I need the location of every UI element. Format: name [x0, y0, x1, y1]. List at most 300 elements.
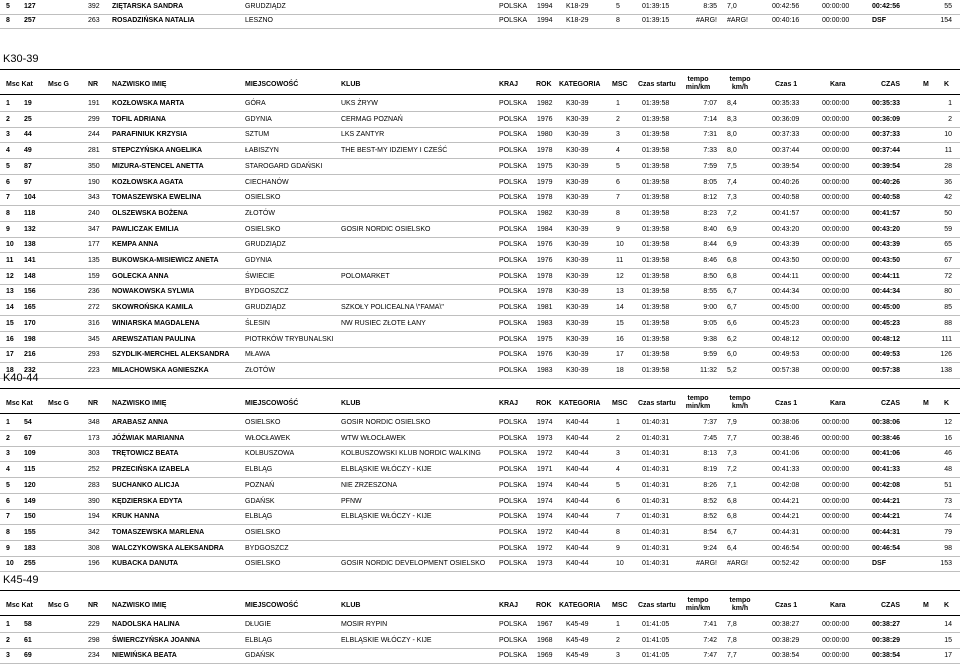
penalty: 00:00:00 — [822, 319, 850, 327]
bib-number: 234 — [88, 652, 100, 660]
header-k: K — [944, 81, 950, 88]
speed: 5,2 — [727, 366, 737, 374]
msc: 11 — [616, 257, 624, 264]
country: POLSKA — [499, 419, 528, 426]
msc-kat: 14 — [6, 304, 14, 312]
penalty: 00:00:00 — [822, 335, 850, 343]
name: TOMASZEWSKA MARLENA — [112, 528, 205, 536]
header-msc_kat: Msc Kat — [6, 81, 33, 88]
penalty: 00:00:00 — [822, 209, 850, 217]
category: K30-39 — [566, 351, 589, 359]
total-time: 00:45:00 — [872, 304, 901, 312]
city: ŁABISZYN — [245, 147, 279, 155]
time1: 00:36:09 — [772, 115, 800, 123]
msc: 2 — [616, 434, 620, 442]
speed: 7,1 — [727, 481, 737, 489]
city: LESZNO — [245, 17, 274, 24]
penalty: 00:00:00 — [822, 481, 850, 489]
year: 1979 — [537, 178, 553, 186]
country: POLSKA — [499, 272, 528, 280]
place-k: 72 — [944, 272, 952, 280]
header-pace-top: tempo — [687, 597, 709, 604]
total-time: 00:44:11 — [872, 272, 900, 280]
country: POLSKA — [499, 3, 528, 10]
msc-g: 155 — [24, 528, 36, 536]
bib-number: 348 — [88, 419, 100, 426]
msc-g: 49 — [24, 147, 32, 155]
table-row — [0, 557, 960, 571]
total-time: 00:43:39 — [872, 241, 901, 249]
msc-g: 69 — [24, 652, 32, 660]
time1: 00:48:12 — [772, 335, 800, 343]
penalty: 00:00:00 — [822, 115, 850, 123]
category: K18-29 — [566, 3, 589, 10]
time1: 00:44:11 — [772, 272, 799, 280]
year: 1984 — [537, 225, 553, 233]
start-time: 01:40:31 — [642, 481, 670, 489]
speed: 6,8 — [727, 257, 737, 264]
header-rule — [0, 413, 960, 414]
place-k: 15 — [944, 636, 952, 644]
year: 1968 — [537, 636, 553, 644]
country: POLSKA — [499, 147, 528, 155]
category: K30-39 — [566, 335, 589, 343]
row-separator — [0, 28, 960, 29]
category: K40-44 — [566, 544, 589, 552]
country: POLSKA — [499, 100, 528, 107]
category: K45-49 — [566, 636, 589, 644]
start-time: 01:39:58 — [642, 162, 670, 170]
header-name: NAZWISKO IMIĘ — [112, 400, 167, 407]
country: POLSKA — [499, 652, 528, 660]
bib-number: 194 — [88, 513, 100, 521]
msc-kat: 18 — [6, 366, 14, 374]
total-time: 00:41:33 — [872, 466, 901, 474]
total-time: 00:46:54 — [872, 544, 901, 552]
category: K30-39 — [566, 162, 589, 170]
total-time: 00:40:58 — [872, 194, 901, 202]
place-k: 12 — [944, 419, 952, 426]
section-title: K40-44 — [3, 372, 39, 384]
table-row — [0, 285, 960, 299]
speed: 6,4 — [727, 544, 737, 552]
pace: 7:31 — [703, 131, 717, 139]
country: POLSKA — [499, 513, 528, 521]
start-time: 01:40:31 — [642, 528, 670, 536]
year: 1983 — [537, 319, 553, 327]
table-row — [0, 160, 960, 174]
name: ARABASZ ANNA — [112, 419, 169, 426]
time1: 00:38:54 — [772, 652, 800, 660]
total-time: 00:39:54 — [872, 162, 901, 170]
category: K30-39 — [566, 366, 589, 374]
category: K30-39 — [566, 304, 589, 312]
year: 1975 — [537, 335, 553, 343]
table-row — [0, 97, 960, 111]
place-k: 111 — [941, 335, 952, 343]
speed: 7,3 — [727, 194, 737, 202]
time1: 00:38:06 — [772, 419, 800, 426]
msc-g: 183 — [24, 544, 36, 552]
name: NADOLSKA HALINA — [112, 621, 180, 628]
header-k: K — [944, 602, 950, 609]
category: K40-44 — [566, 481, 589, 489]
penalty: 00:00:00 — [822, 366, 850, 374]
category: K30-39 — [566, 225, 589, 233]
header-speed-top: tempo — [729, 395, 751, 402]
start-time: 01:40:31 — [642, 560, 670, 568]
header-time1: Czas 1 — [775, 81, 798, 88]
place-k: 2 — [948, 115, 952, 123]
section-rule — [0, 388, 960, 389]
city: ZŁOTÓW — [245, 366, 275, 374]
msc-kat: 10 — [6, 560, 14, 568]
speed: 6,8 — [727, 497, 737, 505]
header-time1: Czas 1 — [775, 602, 798, 609]
place-k: 153 — [940, 560, 952, 568]
msc: 13 — [616, 288, 624, 296]
country: POLSKA — [499, 450, 528, 458]
country: POLSKA — [499, 497, 528, 505]
category: K40-44 — [566, 419, 589, 426]
pace: 8:54 — [703, 528, 717, 536]
city: OSIELSKO — [245, 194, 281, 202]
name: KEMPA ANNA — [112, 241, 159, 249]
header-rule — [0, 94, 960, 95]
city: GRUDZIĄDZ — [245, 241, 286, 249]
year: 1967 — [537, 621, 553, 628]
msc-g: 97 — [24, 178, 32, 186]
city: BYDGOSZCZ — [245, 288, 289, 296]
penalty: 00:00:00 — [822, 304, 850, 312]
msc-g: 87 — [24, 162, 32, 170]
header-msc: MSC — [612, 400, 628, 407]
pace: 8:26 — [703, 481, 717, 489]
bib-number: 308 — [88, 544, 100, 552]
total-time: 00:37:33 — [872, 131, 901, 139]
start-time: 01:39:58 — [642, 131, 670, 139]
pace: 8:52 — [703, 513, 717, 521]
penalty: 00:00:00 — [822, 434, 850, 442]
country: POLSKA — [499, 241, 528, 249]
category: K40-44 — [566, 513, 589, 521]
total-time: 00:36:09 — [872, 115, 901, 123]
start-time: 01:39:58 — [642, 351, 670, 359]
bib-number: 283 — [88, 481, 100, 489]
msc-kat: 5 — [6, 3, 10, 10]
bib-number: 350 — [88, 162, 100, 170]
bib-number: 252 — [88, 466, 100, 474]
bib-number: 263 — [88, 17, 100, 24]
year: 1981 — [537, 304, 553, 312]
start-time: 01:39:58 — [642, 304, 670, 312]
table-header — [0, 394, 960, 412]
year: 1974 — [537, 513, 553, 521]
city: ELBLĄG — [245, 466, 273, 474]
pace: 9:05 — [703, 319, 717, 327]
name: NIEWIŃSKA BEATA — [112, 652, 177, 660]
time1: 00:57:38 — [772, 366, 800, 374]
header-year: ROK — [536, 81, 552, 88]
header-penalty: Kara — [830, 81, 846, 88]
start-time: 01:39:58 — [642, 241, 670, 249]
time1: 00:42:08 — [772, 481, 800, 489]
name: PAWLICZAK EMILIA — [112, 225, 179, 233]
header-name: NAZWISKO IMIĘ — [112, 602, 167, 609]
category: K30-39 — [566, 288, 589, 296]
place-k: 59 — [944, 225, 952, 233]
year: 1978 — [537, 288, 553, 296]
place-k: 1 — [948, 100, 952, 107]
pace: 9:59 — [703, 351, 717, 359]
time1: 00:38:46 — [772, 434, 800, 442]
time1: 00:45:00 — [772, 304, 800, 312]
table-row — [0, 238, 960, 252]
msc: 4 — [616, 147, 620, 155]
header-city: MIEJSCOWOŚĆ — [245, 602, 299, 609]
total-time: 00:42:08 — [872, 481, 901, 489]
msc-kat: 2 — [6, 434, 10, 442]
msc: 4 — [616, 466, 620, 474]
bib-number: 236 — [88, 288, 100, 296]
city: GRUDZIĄDZ — [245, 3, 286, 10]
city: BYDGOSZCZ — [245, 544, 289, 552]
country: POLSKA — [499, 178, 528, 186]
category: K30-39 — [566, 241, 589, 249]
name: ROSADZIŃSKA NATALIA — [112, 17, 195, 24]
place-k: 85 — [944, 304, 952, 312]
year: 1982 — [537, 100, 553, 107]
country: POLSKA — [499, 560, 528, 568]
start-time: 01:40:31 — [642, 450, 670, 458]
place-k: 11 — [944, 147, 952, 155]
header-msc: MSC — [612, 602, 628, 609]
name: TRĘTOWICZ BEATA — [112, 450, 179, 458]
name: TOMASZEWSKA EWELINA — [112, 194, 202, 202]
name: KRUK HANNA — [112, 513, 160, 521]
club: SZKOŁY POLICEALNA \"FAMA\" — [341, 304, 444, 312]
bib-number: 390 — [88, 497, 100, 505]
start-time: 01:39:58 — [642, 225, 670, 233]
year: 1971 — [537, 466, 553, 474]
table-row — [0, 14, 960, 28]
club: THE BEST-MY IDZIEMY I CZEŚĆ — [341, 147, 448, 155]
year: 1994 — [537, 3, 553, 10]
penalty: 00:00:00 — [822, 288, 850, 296]
pace: 8:23 — [703, 209, 717, 217]
table-header — [0, 596, 960, 614]
bib-number: 191 — [88, 100, 100, 107]
table-row — [0, 333, 960, 347]
year: 1976 — [537, 115, 553, 123]
start-time: 01:41:05 — [642, 636, 670, 644]
pace: 8:46 — [703, 257, 717, 264]
club: GOSIR NORDIC OSIELSKO — [341, 225, 431, 233]
total-time: 00:35:33 — [872, 100, 901, 107]
header-city: MIEJSCOWOŚĆ — [245, 81, 299, 88]
city: GDAŃSK — [245, 497, 275, 505]
header-penalty: Kara — [830, 400, 846, 407]
pace: 8:13 — [703, 450, 717, 458]
pace: 8:44 — [703, 241, 717, 249]
row-separator — [0, 571, 960, 572]
country: POLSKA — [499, 434, 528, 442]
year: 1978 — [537, 194, 553, 202]
bib-number: 190 — [88, 178, 100, 186]
msc: 2 — [616, 636, 620, 644]
city: GDYNIA — [245, 257, 272, 264]
penalty: 00:00:00 — [822, 147, 850, 155]
header-speed — [726, 76, 754, 92]
msc-kat: 1 — [6, 621, 10, 628]
year: 1976 — [537, 241, 553, 249]
msc: 1 — [616, 100, 620, 107]
club: ELBLĄSKIE WŁÓCZY - KIJE — [341, 513, 432, 521]
header-msc_kat: Msc Kat — [6, 602, 33, 609]
bib-number: 303 — [88, 450, 100, 458]
msc-kat: 12 — [6, 272, 14, 280]
category: K30-39 — [566, 209, 589, 217]
header-pace-top: tempo — [687, 395, 709, 402]
year: 1980 — [537, 131, 553, 139]
time1: 00:40:58 — [772, 194, 800, 202]
table-row — [0, 618, 960, 632]
section-title: K30-39 — [3, 53, 39, 65]
time1: 00:43:50 — [772, 257, 800, 264]
category: K40-44 — [566, 450, 589, 458]
place-k: 65 — [944, 241, 952, 249]
club: KOLBUSZOWSKI KLUB NORDIC WALKING — [341, 450, 481, 458]
name: STEPCZYŃSKA ANGELIKA — [112, 147, 203, 155]
name: ŚWIERCZYŃSKA JOANNA — [112, 636, 201, 644]
msc: 10 — [616, 560, 624, 568]
header-msc_g: Msc G — [48, 81, 70, 88]
time1: 00:43:39 — [772, 241, 800, 249]
total-time: 00:57:38 — [872, 366, 901, 374]
msc-g: 127 — [24, 3, 36, 10]
header-time1: Czas 1 — [775, 400, 798, 407]
msc: 5 — [616, 3, 620, 10]
place-k: 80 — [944, 288, 952, 296]
country: POLSKA — [499, 636, 528, 644]
msc-g: 109 — [24, 450, 36, 458]
time1: 00:46:54 — [772, 544, 800, 552]
start-time: 01:39:58 — [642, 272, 670, 280]
category: K40-44 — [566, 528, 589, 536]
total-time: 00:44:21 — [872, 497, 901, 505]
place-k: 17 — [944, 652, 952, 660]
pace: #ARG! — [695, 17, 717, 24]
city: GÓRA — [245, 100, 266, 107]
name: ZIĘTARSKA SANDRA — [112, 3, 184, 10]
city: GDYNIA — [245, 115, 272, 123]
bib-number: 347 — [88, 225, 100, 233]
header-category: KATEGORIA — [559, 81, 601, 88]
time1: 00:45:23 — [772, 319, 800, 327]
total-time: 00:41:57 — [872, 209, 901, 217]
name: NOWAKOWSKA SYLWIA — [112, 288, 195, 296]
time1: 00:44:21 — [772, 513, 800, 521]
table-row — [0, 223, 960, 237]
header-start: Czas startu — [638, 81, 676, 88]
msc: 8 — [616, 17, 620, 24]
header-start: Czas startu — [638, 602, 676, 609]
bib-number: 298 — [88, 636, 100, 644]
city: ELBLĄG — [245, 636, 273, 644]
pace: 7:07 — [703, 100, 717, 107]
speed: #ARG! — [727, 560, 749, 568]
total-time: 00:45:23 — [872, 319, 901, 327]
header-m: M — [923, 400, 929, 407]
header-speed — [726, 395, 754, 411]
name: PRZECIŃSKA IZABELA — [112, 466, 190, 474]
penalty: 00:00:00 — [822, 652, 850, 660]
penalty: 00:00:00 — [822, 131, 850, 139]
total-time: 00:43:20 — [872, 225, 901, 233]
msc: 1 — [616, 621, 620, 628]
speed: 8,0 — [727, 131, 737, 139]
club: NIE ZRZESZONA — [341, 481, 398, 489]
pace: 8:19 — [703, 466, 717, 474]
start-time: 01:41:05 — [642, 652, 670, 660]
time1: 00:41:57 — [772, 209, 800, 217]
city: WŁOCŁAWEK — [245, 434, 291, 442]
msc: 9 — [616, 544, 620, 552]
country: POLSKA — [499, 17, 528, 24]
total-time: DSF — [872, 17, 886, 24]
msc-g: 232 — [24, 366, 36, 374]
club: WTW WŁOCŁAWEK — [341, 434, 406, 442]
table-row — [0, 649, 960, 663]
penalty: 00:00:00 — [822, 513, 850, 521]
year: 1978 — [537, 272, 553, 280]
name: BUKOWSKA-MISIEWICZ ANETA — [112, 257, 219, 264]
speed: 6,8 — [727, 513, 737, 521]
bib-number: 342 — [88, 528, 100, 536]
time1: 00:40:26 — [772, 178, 800, 186]
penalty: 00:00:00 — [822, 241, 850, 249]
start-time: 01:40:31 — [642, 513, 670, 521]
time1: 00:35:33 — [772, 100, 800, 107]
club: GOSIR NORDIC OSIELSKO — [341, 419, 431, 426]
msc: 12 — [616, 272, 624, 280]
header-name: NAZWISKO IMIĘ — [112, 81, 167, 88]
bib-number: 345 — [88, 335, 100, 343]
msc: 8 — [616, 209, 620, 217]
country: POLSKA — [499, 115, 528, 123]
header-pace — [684, 597, 712, 613]
header-pace-bottom: min/km — [685, 403, 711, 410]
year: 1983 — [537, 366, 553, 374]
header-total: CZAS — [881, 400, 901, 407]
header-club: KLUB — [341, 602, 361, 609]
msc: 3 — [616, 131, 620, 139]
pace: 8:52 — [703, 497, 717, 505]
club: UKS ŻRYW — [341, 100, 378, 107]
category: K30-39 — [566, 100, 589, 107]
pace: 8:05 — [703, 178, 717, 186]
bib-number: 299 — [88, 115, 100, 123]
total-time: 00:38:54 — [872, 652, 901, 660]
msc: 18 — [616, 366, 624, 374]
pace: 7:59 — [703, 162, 717, 170]
table-header — [0, 75, 960, 93]
city: OSIELSKO — [245, 419, 281, 426]
time1: 00:40:16 — [772, 17, 800, 24]
total-time: 00:44:34 — [872, 288, 901, 296]
table-row — [0, 348, 960, 362]
category: K30-39 — [566, 131, 589, 139]
